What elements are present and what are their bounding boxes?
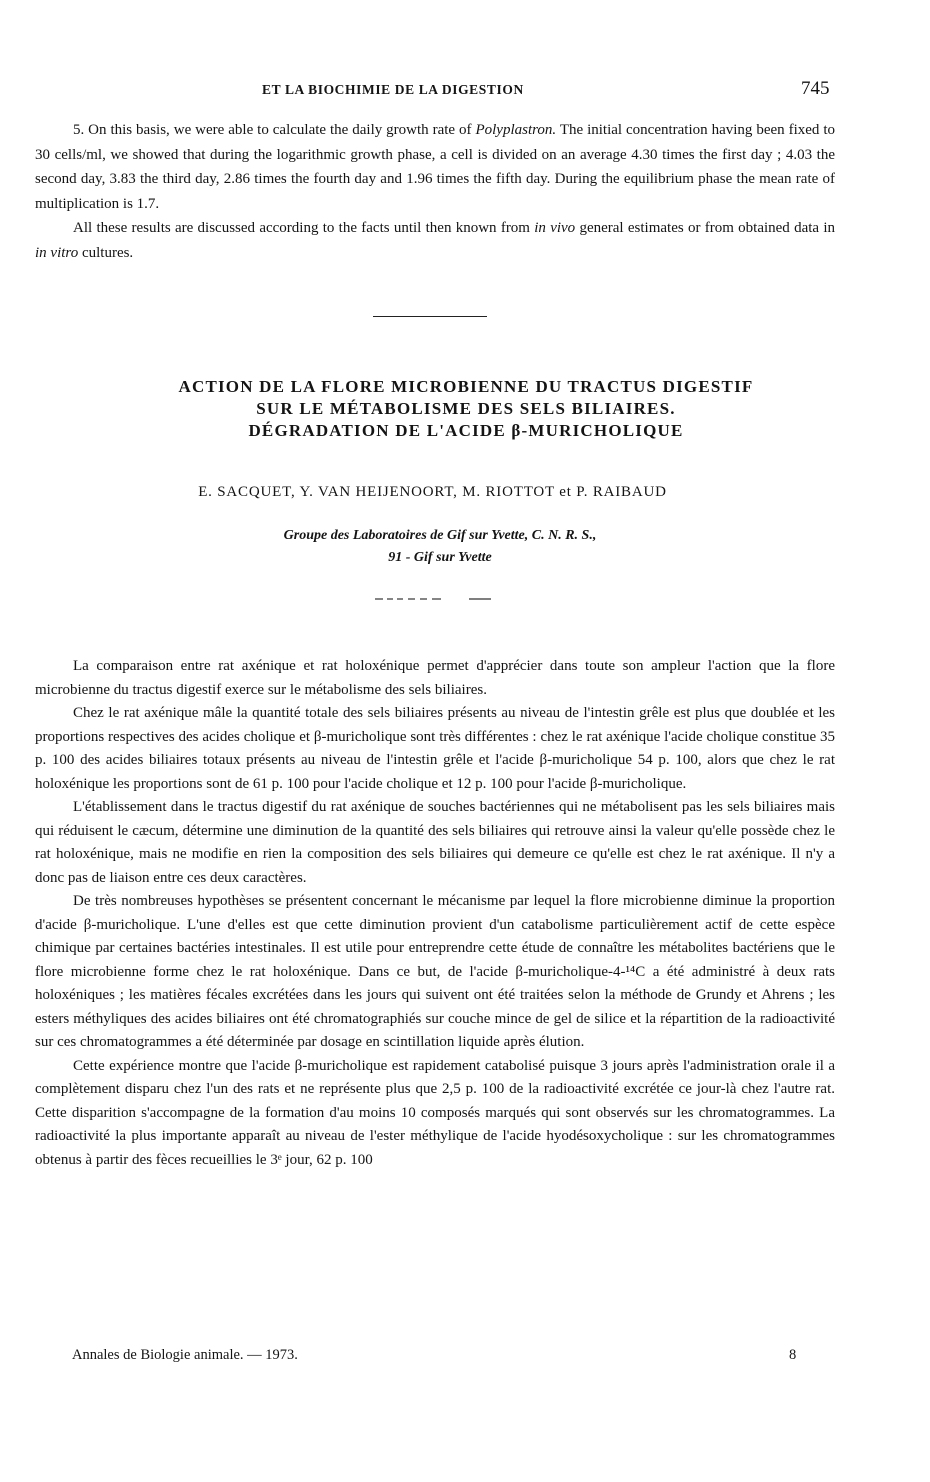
summary-paragraph-5 (35, 118, 835, 216)
title-line: SUR LE MÉTABOLISME DES SELS BILIAIRES. (256, 399, 676, 418)
affiliation-line: Groupe des Laboratoires de Gif sur Yvette, C. N. R. S., (283, 528, 597, 543)
latin-term: in vivo (534, 220, 576, 236)
latin-term: in vitro (35, 244, 79, 261)
body-paragraph: Cette expérience montre que l'acide β-muricholique est rapidement catabolisé puisque 3 jours après l'administration orale il a complètement disparu chez l'un des rats et ne représente plus que 2,5 p. 100 de la radioactivité excrétée ce jour-là chez l'autre rat. Cette disparition s'accompagne de la formation d'au moins 10 composés marqués qui sont observés sur les chromatogrammes. La radioactivité la plus importante apparaît au niveau de l'ester méthylique de l'acide hyodésoxycholique : sur les chromatogrammes obtenus à partir des fèces recueillies le 3ᵉ jour, 62 p. 100 (35, 1057, 835, 1168)
signature-mark: 8 (789, 1347, 797, 1363)
affiliation-line: 91 - Gif sur Yvette (388, 550, 492, 565)
summary-text: cultures. (78, 244, 134, 261)
summary-conclusion (35, 216, 835, 265)
genus-name: Polyplastron. (475, 122, 557, 138)
title-line: ACTION DE LA FLORE MICROBIENNE DU TRACTUS DIGESTIF (178, 377, 754, 396)
body-paragraph: Chez le rat axénique mâle la quantité totale des sels biliaires présents au niveau de l'intestin grêle est plus que doublée et les proportions respectives des acides cholique et β-muricholique sont très différentes : chez le rat axénique l'acide cholique constitue 35 p. 100 des acides biliaires totaux présents au niveau de l'intestin grêle et l'acide β-muricholique 54 p. 100, alors que chez le rat holoxénique les proportions sont de 61 p. 100 pour l'acide cholique et 12 p. 100 pour l'acide β-muricholique. (35, 705, 835, 792)
page-footer (0, 1347, 930, 1369)
page-number: 745 (801, 78, 830, 99)
body-paragraph: La comparaison entre rat axénique et rat holoxénique permet d'apprécier dans toute son ampleur l'action que la flore microbienne du tractus digestif exerce sur le métabolisme des sels biliaires. (35, 658, 835, 698)
ornament-divider (375, 596, 495, 602)
summary-text: The initial concentration having been fixed to 30 cells/ml, we showed that during the logarithmic growth phase, a cell is divided on an average 4.30 times the first day ; 4.03 the second day, 3.83 the third day, 2.86 times the fourth day and 1.96 times the fifth day. During the equilibrium phase the mean rate of multiplication is 1.7. (35, 122, 835, 212)
body-paragraph: L'établissement dans le tractus digestif du rat axénique de souches bactériennes qui ne métabolisent pas les sels biliaires mais qui réduisent le cæcum, détermine une diminution de la quantité des sels biliaires qui retrouve ainsi la valeur qu'elle possède chez le rat holoxénique, mais ne modifie en rien la composition des sels biliaires qui demeure ce qu'elle est chez le rat axénique. Il n'y a donc pas de liaison entre ces deux caractères. (35, 799, 835, 886)
summary-text: general estimates or from obtained data in (575, 220, 835, 236)
article-body (35, 655, 835, 1172)
running-title: ET LA BIOCHIMIE DE LA DIGESTION (262, 82, 524, 97)
title-line: DÉGRADATION DE L'ACIDE β-MURICHOLIQUE (248, 421, 684, 440)
english-summary (35, 118, 835, 265)
section-divider (373, 316, 487, 317)
summary-text: 5. On this basis, we were able to calculate the daily growth rate of (73, 122, 476, 138)
affiliation (0, 525, 880, 569)
author-list: E. SACQUET, Y. VAN HEIJENOORT, M. RIOTTOT et P. RAIBAUD (198, 484, 667, 500)
running-head (0, 78, 930, 102)
body-paragraph: De très nombreuses hypothèses se présentent concernant le mécanisme par lequel la flore microbienne diminue la proportion d'acide β-muricholique. L'une d'elles est que cette diminution provient d'un catabolisme particulièrement actif de cette espèce chimique par certaines bactéries intestinales. Il est utile pour entreprendre cette étude de connaître les métabolites bactériens que le flore microbienne forme chez le rat holoxénique. Dans ce but, de l'acide β-muricholique-4-¹⁴C a été administré à deux rats holoxéniques ; les matières fécales excrétées dans les jours qui suivent ont été traitées selon la méthode de Grundy et Ahrens ; les esters méthyliques des acides biliaires ont été chromatographiés sur couche mince de gel de silice et la répartition de la radioactivité sur ces chromatogrammes a été déterminée par dosage en scintillation liquide après élution. (35, 893, 835, 1050)
journal-citation: Annales de Biologie animale. — 1973. (72, 1347, 298, 1363)
article-title (60, 376, 872, 442)
summary-text: All these results are discussed according to the facts until then known from (73, 220, 535, 236)
